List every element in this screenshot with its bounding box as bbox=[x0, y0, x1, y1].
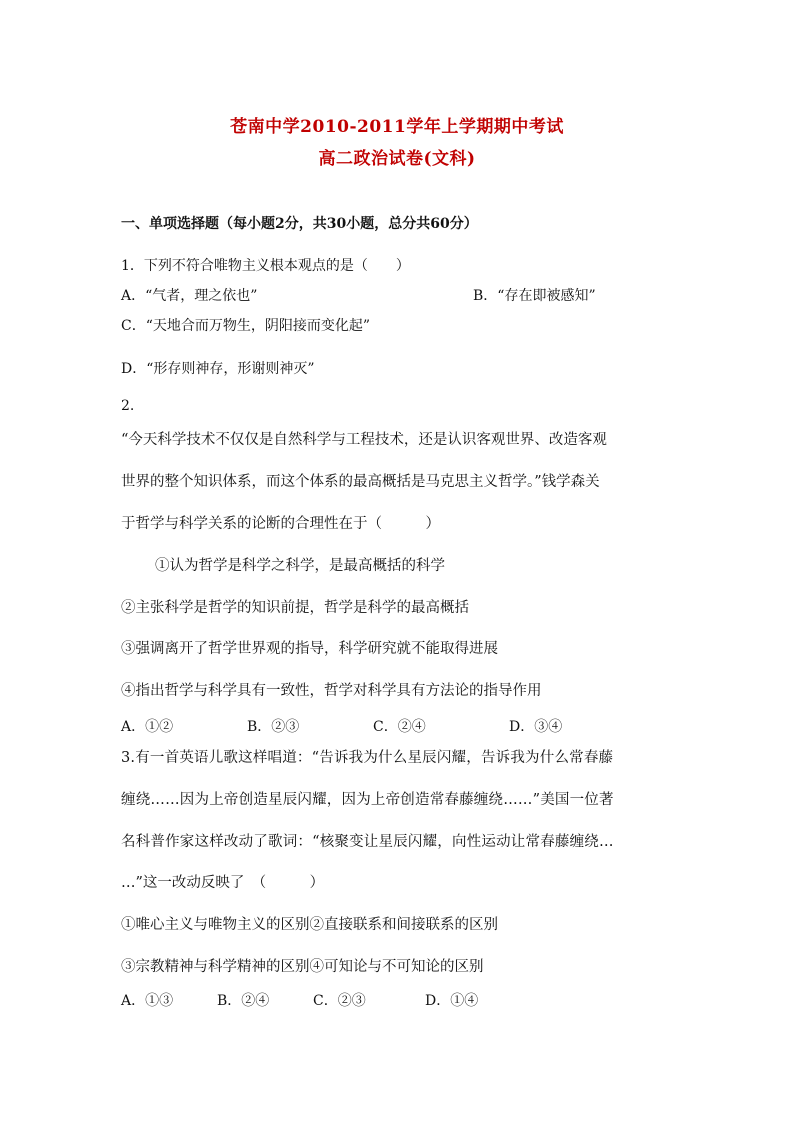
q3-stem-line2: 缠绕……因为上帝创造星辰闪耀，因为上帝创造常春藤缠绕……”美国一位著 bbox=[121, 792, 614, 808]
q1-option-d: D．“形存则神存，形谢则神灭” bbox=[121, 361, 315, 377]
q2-number: 2. bbox=[121, 398, 135, 414]
q2-item-3: ③强调离开了哲学世界观的指导，科学研究就不能取得进展 bbox=[121, 641, 498, 657]
q1-stem: 1．下列不符合唯物主义根本观点的是（ ） bbox=[121, 258, 410, 274]
q1-option-c: C．“天地合而万物生，阴阳接而变化起” bbox=[121, 318, 371, 334]
q2-option-a: A．①② bbox=[121, 719, 174, 735]
q2-stem-line1: “今天科学技术不仅仅是自然科学与工程技术，还是认识客观世界、改造客观 bbox=[121, 432, 607, 448]
q2-item-4: ④指出哲学与科学具有一致性，哲学对科学具有方法论的指导作用 bbox=[121, 683, 542, 699]
q3-items-3-4: ③宗教精神与科学精神的区别④可知论与不可知论的区别 bbox=[121, 959, 484, 975]
q2-stem-line3: 于哲学与科学关系的论断的合理性在于（ ） bbox=[121, 516, 440, 532]
q2-item-1: ①认为哲学是科学之科学，是最高概括的科学 bbox=[155, 558, 445, 574]
section-heading: 一、单项选择题（每小题2分，共30小题，总分共60分） bbox=[121, 216, 478, 232]
q2-stem-line2: 世界的整个知识体系，而这个体系的最高概括是马克思主义哲学。”钱学森关 bbox=[121, 474, 600, 490]
q2-option-c: C．②④ bbox=[373, 719, 426, 735]
q3-items-1-2: ①唯心主义与唯物主义的区别②直接联系和间接联系的区别 bbox=[121, 917, 498, 933]
q3-option-c: C．②③ bbox=[313, 993, 366, 1009]
q2-option-d: D．③④ bbox=[509, 719, 563, 735]
q3-option-b: B．②④ bbox=[217, 993, 270, 1009]
q3-stem-line3: 名科普作家这样改动了歌词：“核聚变让星辰闪耀，向性运动让常春藤缠绕… bbox=[121, 834, 614, 850]
q2-item-2: ②主张科学是哲学的知识前提，哲学是科学的最高概括 bbox=[121, 600, 469, 616]
exam-subtitle: 高二政治试卷(文科) bbox=[318, 149, 476, 169]
q2-option-b: B．②③ bbox=[247, 719, 300, 735]
q3-option-d: D．①④ bbox=[425, 993, 479, 1009]
exam-title: 苍南中学2010-2011学年上学期期中考试 bbox=[230, 117, 564, 137]
q1-option-a: A．“气者，理之依也” bbox=[121, 288, 258, 304]
q3-option-a: A．①③ bbox=[121, 993, 174, 1009]
q3-stem-line4: …”这一改动反映了 （ ） bbox=[121, 875, 325, 891]
q3-stem-line1: 3.有一首英语儿歌这样唱道：“告诉我为什么星辰闪耀，告诉我为什么常春藤 bbox=[121, 750, 614, 766]
q1-option-b: B．“存在即被感知” bbox=[473, 288, 596, 304]
